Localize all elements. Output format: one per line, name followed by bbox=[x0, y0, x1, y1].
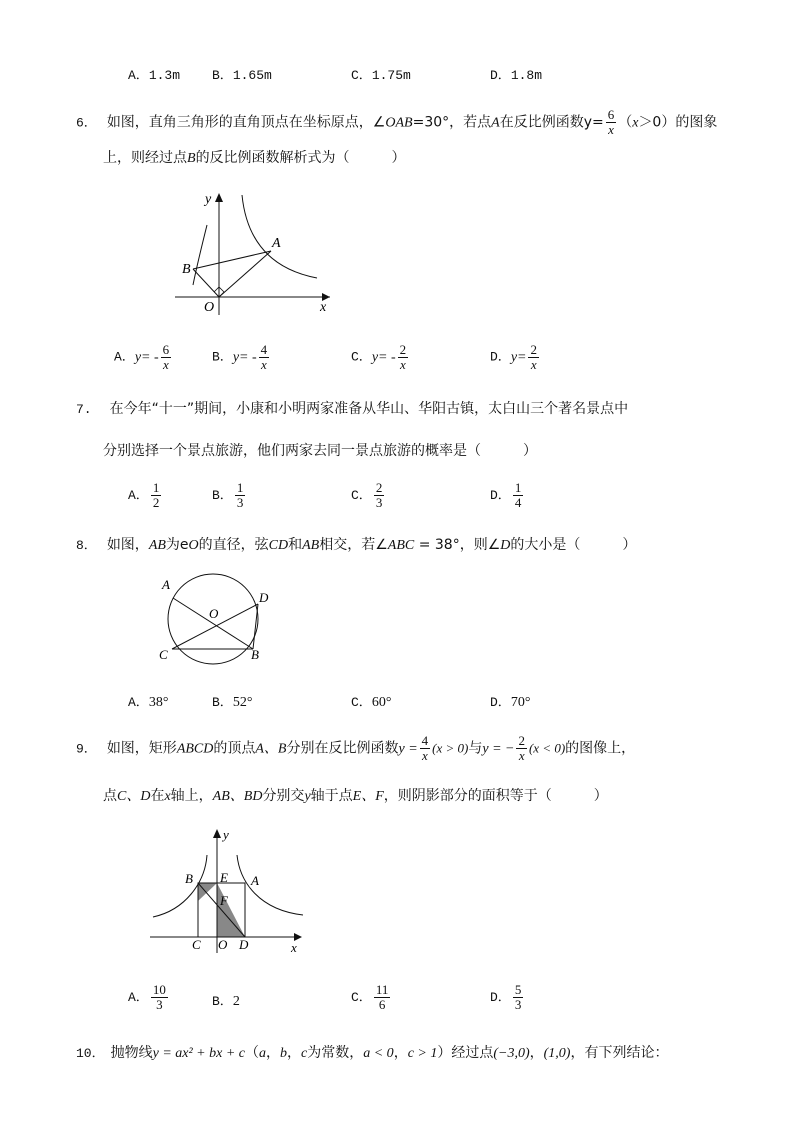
q7-option-a: A． $\frac{1}{2}$ bbox=[128, 480, 160, 510]
q6-label-b: B bbox=[182, 262, 191, 277]
q8-label-b: B bbox=[251, 647, 259, 662]
q9-option-b: B．2 bbox=[212, 994, 240, 1009]
q9-label-d: D bbox=[239, 937, 249, 952]
q8-label-d: D bbox=[259, 590, 269, 605]
q5-option-a: A．1.3m bbox=[128, 68, 181, 83]
q6-label-y: y bbox=[205, 192, 212, 207]
q6-line1: 6． 如图，直角三角形的直角顶点在坐标原点，∠OAB=30°，若点A在反比例函数y= $\frac{6}{x}$ （x＞0）的图象 bbox=[76, 107, 718, 137]
q9-option-d: D． $\frac{5}{3}$ bbox=[490, 982, 522, 1012]
q6-line2: 上，则经过点B的反比例函数解析式为（ ） bbox=[103, 150, 406, 166]
q8-figure bbox=[155, 572, 275, 667]
q6-fraction: $\frac{6}{x}$ bbox=[607, 107, 615, 137]
q9-line1: 9． 如图，矩形ABCD的顶点A、B分别在反比例函数y = $\frac{4}{x}$ (x > 0)与y = − $\frac{2}{x}$ (x < 0)的图像上， bbox=[76, 733, 636, 763]
q9-figure bbox=[145, 825, 310, 955]
q9-label-o: O bbox=[218, 937, 228, 952]
q9-label-c: C bbox=[192, 937, 201, 952]
q8-label-o: O bbox=[209, 606, 219, 621]
q9-label-f: F bbox=[220, 893, 228, 908]
q8-option-a: A．38° bbox=[128, 695, 169, 710]
q10-line: 10． 抛物线y = ax² + bx + c（a，b，c为常数，a < 0，c > 1）经过点(−3,0)，(1,0)，有下列结论： bbox=[76, 1045, 669, 1061]
q8-option-c: C．60° bbox=[351, 695, 392, 710]
q8-option-b: B．52° bbox=[212, 695, 253, 710]
q9-label-a: A bbox=[251, 873, 259, 888]
q6-option-d: D．y= $\frac{2}{x}$ bbox=[490, 342, 537, 372]
q6-option-a: A．y= - $\frac{6}{x}$ bbox=[114, 342, 170, 372]
q6-label-o: O bbox=[204, 300, 215, 315]
q9-option-c: C． $\frac{11}{6}$ bbox=[351, 982, 389, 1012]
q6-label-x: x bbox=[320, 300, 327, 315]
q5-option-d: D．1.8m bbox=[490, 68, 543, 83]
q7-option-d: D． $\frac{1}{4}$ bbox=[490, 480, 522, 510]
q6-figure bbox=[165, 185, 340, 320]
q9-label-b: B bbox=[185, 871, 193, 886]
q6-label-a: A bbox=[272, 236, 281, 251]
q5-option-b: B．1.65m bbox=[212, 68, 272, 83]
q9-label-y: y bbox=[223, 827, 229, 842]
q7-line1: 7. 在今年“十一”期间，小康和小明两家准备从华山、华阳古镇，太白山三个著名景点中 bbox=[76, 401, 629, 417]
q7-option-c: C． $\frac{2}{3}$ bbox=[351, 480, 383, 510]
q8-line: 8． 如图，AB为eO的直径，弦CD和AB相交，若∠ABC = 38°，则∠D的大小是（ ） bbox=[76, 537, 637, 553]
q9-line2: 点C、D在x轴上，AB、BD分别交y轴于点E、F，则阴影部分的面积等于（ ） bbox=[103, 788, 608, 804]
q8-label-c: C bbox=[159, 647, 168, 662]
q9-option-a: A． $\frac{10}{3}$ bbox=[128, 982, 166, 1012]
q8-label-a: A bbox=[162, 577, 170, 592]
q9-label-e: E bbox=[220, 870, 228, 885]
q9-label-x: x bbox=[291, 940, 297, 955]
q7-option-b: B． $\frac{1}{3}$ bbox=[212, 480, 244, 510]
q7-line2: 分别选择一个景点旅游，他们两家去同一景点旅游的概率是（ ） bbox=[103, 443, 537, 459]
q5-option-c: C．1.75m bbox=[351, 68, 411, 83]
q6-option-c: C．y= - $\frac{2}{x}$ bbox=[351, 342, 407, 372]
q6-option-b: B．y= - $\frac{4}{x}$ bbox=[212, 342, 268, 372]
q8-option-d: D．70° bbox=[490, 695, 531, 710]
